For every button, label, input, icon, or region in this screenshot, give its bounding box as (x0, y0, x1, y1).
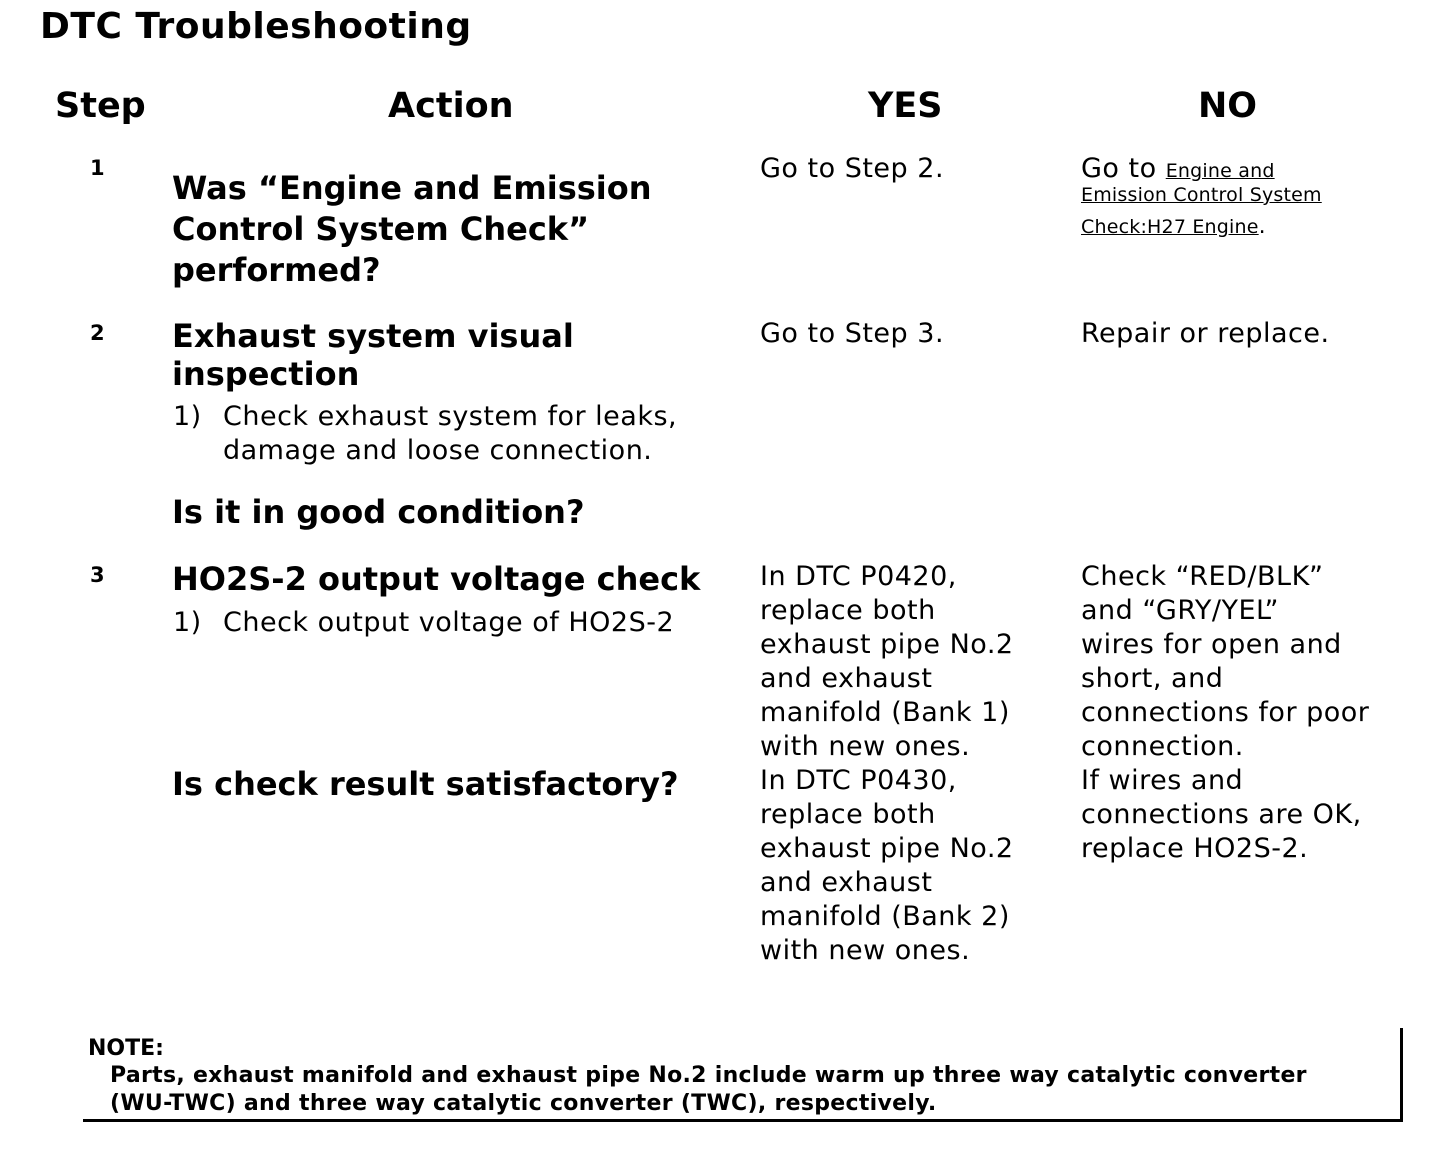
yes-cell: In DTC P0420, replace both exhaust pipe No.2 and exhaust manifold (Bank 1) with new ones. In DTC P0430, replace both exhaust pipe No.2 and exhaust manifold (Bank 2) with new ones. (760, 561, 1014, 966)
action-question: Is check result satisfactory? (172, 765, 679, 803)
system-check-link-line-3[interactable]: Check:H27 Engine (1081, 216, 1259, 238)
yes-cell: Go to Step 3. (760, 318, 945, 349)
step-number: 3 (90, 563, 105, 587)
system-check-link[interactable]: Engine and (1165, 160, 1275, 182)
no-suffix: . (1258, 214, 1267, 239)
page-title: DTC Troubleshooting (40, 6, 472, 47)
no-cell: Repair or replace. (1081, 318, 1330, 349)
column-header-yes: YES (868, 86, 943, 126)
note-text: Parts, exhaust manifold and exhaust pipe No.2 include warm up three way catalytic converter (WU-TWC) and three way catalytic converter (TWC), respectively. (110, 1063, 1307, 1116)
sub-step-number: 1) (173, 401, 202, 432)
action-title: HO2S-2 output voltage check (172, 560, 701, 598)
column-header-action: Action (388, 86, 514, 126)
system-check-link-line-2[interactable]: Emission Control System (1081, 184, 1322, 206)
no-prefix: Go to (1081, 153, 1166, 184)
no-cell (1081, 152, 1322, 244)
sub-step-text: Check output voltage of HO2S-2 (223, 607, 675, 638)
sub-step-text: Check exhaust system for leaks, damage and loose connection. (223, 401, 678, 466)
no-cell: Check “RED/BLK” and “GRY/YEL” wires for open and short, and connections for poor connection. If wires and connections are OK, replace HO2S-2. (1081, 561, 1370, 864)
action-title: Exhaust system visual inspection (172, 317, 574, 393)
column-header-step: Step (55, 86, 146, 126)
sub-step-number: 1) (173, 607, 202, 638)
step-number: 1 (90, 156, 105, 180)
action-question: Is it in good condition? (172, 493, 585, 531)
action-title: Was “Engine and Emission Control System Check” performed? (172, 169, 652, 289)
yes-cell: Go to Step 2. (760, 153, 945, 184)
note-label: NOTE: (88, 1036, 164, 1061)
step-number: 2 (90, 321, 105, 345)
column-header-no: NO (1198, 86, 1258, 126)
